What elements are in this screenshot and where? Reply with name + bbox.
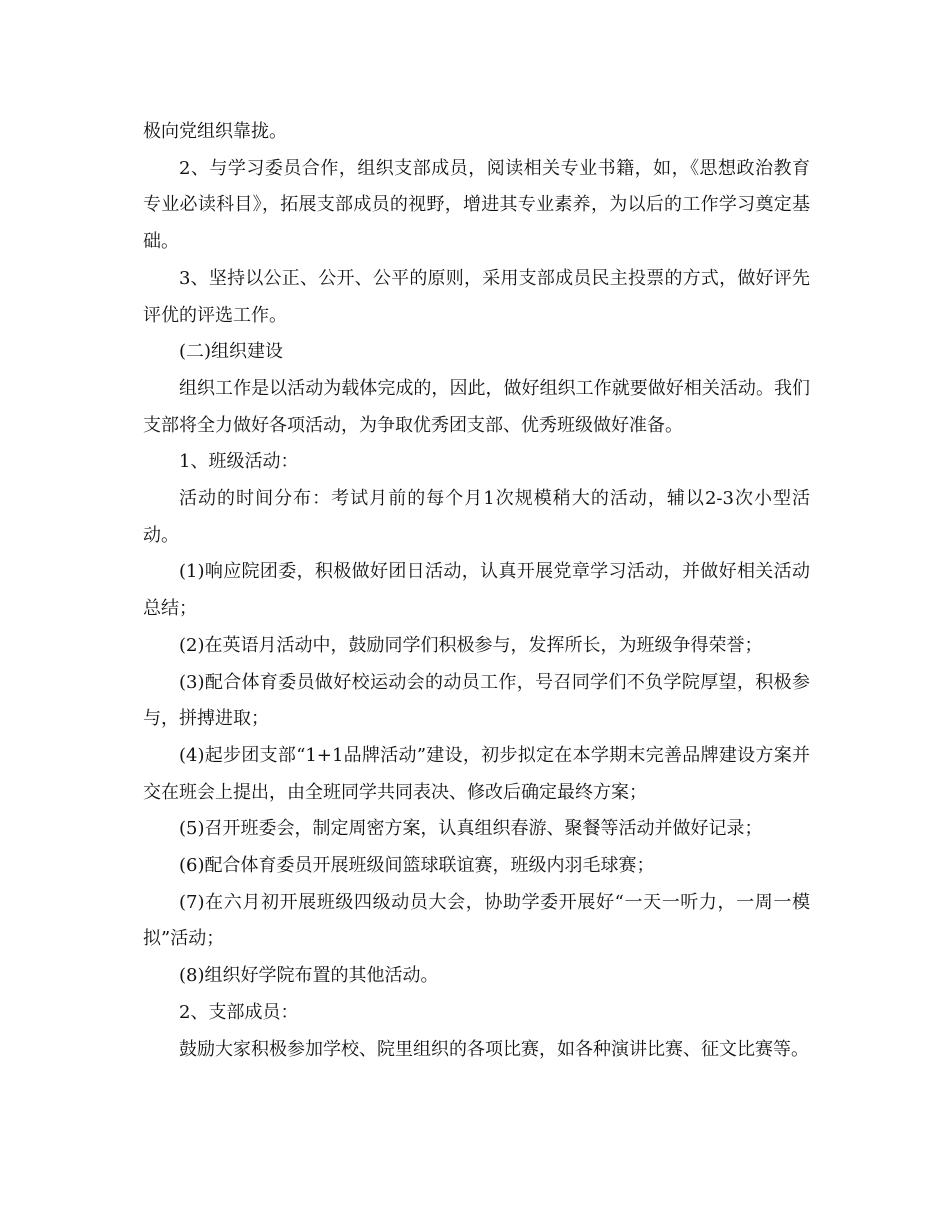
paragraph: 3、坚持以公正、公开、公平的原则，采用支部成员民主投票的方式，做好评先评优的评选工作。	[143, 267, 810, 326]
list-item: (5)召开班委会，制定周密方案，认真组织春游、聚餐等活动并做好记录；	[179, 818, 763, 840]
paragraph: 2、与学习委员合作，组织支部成员，阅读相关专业书籍，如，《思想政治教育专业必读科目》，拓展支部成员的视野，增进其专业素养，为以后的工作学习奠定基础。	[143, 157, 810, 253]
list-item: (2)在英语月活动中，鼓励同学们积极参与，发挥所长，为班级争得荣誉；	[179, 634, 763, 656]
list-item: (6)配合体育委员开展班级间篮球联谊赛，班级内羽毛球赛；	[179, 855, 655, 877]
list-item: (3)配合体育委员做好校运动会的动员工作，号召同学们不负学院厚望，积极参与，拼搏进取；	[143, 671, 810, 730]
paragraph: 鼓励大家积极参加学校、院里组织的各项比赛，如各种演讲比赛、征文比赛等。	[179, 1038, 809, 1060]
subsection-heading: 1、班级活动：	[179, 451, 299, 473]
paragraph: 活动的时间分布：考试月前的每个月1次规模稍大的活动，辅以2-3次小型活动。	[143, 488, 810, 546]
list-item: (1)响应院团委，积极做好团日活动，认真开展党章学习活动，并做好相关活动总结；	[143, 561, 810, 620]
paragraph: 极向党组织靠拢。	[143, 121, 287, 142]
list-item: (4)起步团支部“1+1品牌活动”建设，初步拟定在本学期末完善品牌建设方案并交在班会上提出，由全班同学共同表决、修改后确定最终方案；	[143, 744, 810, 803]
list-item: (7)在六月初开展班级四级动员大会，协助学委开展好“一天一听力，一周一模拟”活动；	[143, 891, 810, 950]
paragraph: 组织工作是以活动为载体完成的，因此，做好组织工作就要做好相关活动。我们支部将全力做好各项活动，为争取优秀团支部、优秀班级做好准备。	[143, 377, 810, 436]
subsection-heading: 2、支部成员：	[179, 1001, 299, 1023]
document-body	[143, 114, 810, 1068]
section-heading: (二)组织建设	[179, 341, 284, 363]
list-item: (8)组织好学院布置的其他活动。	[179, 965, 439, 987]
